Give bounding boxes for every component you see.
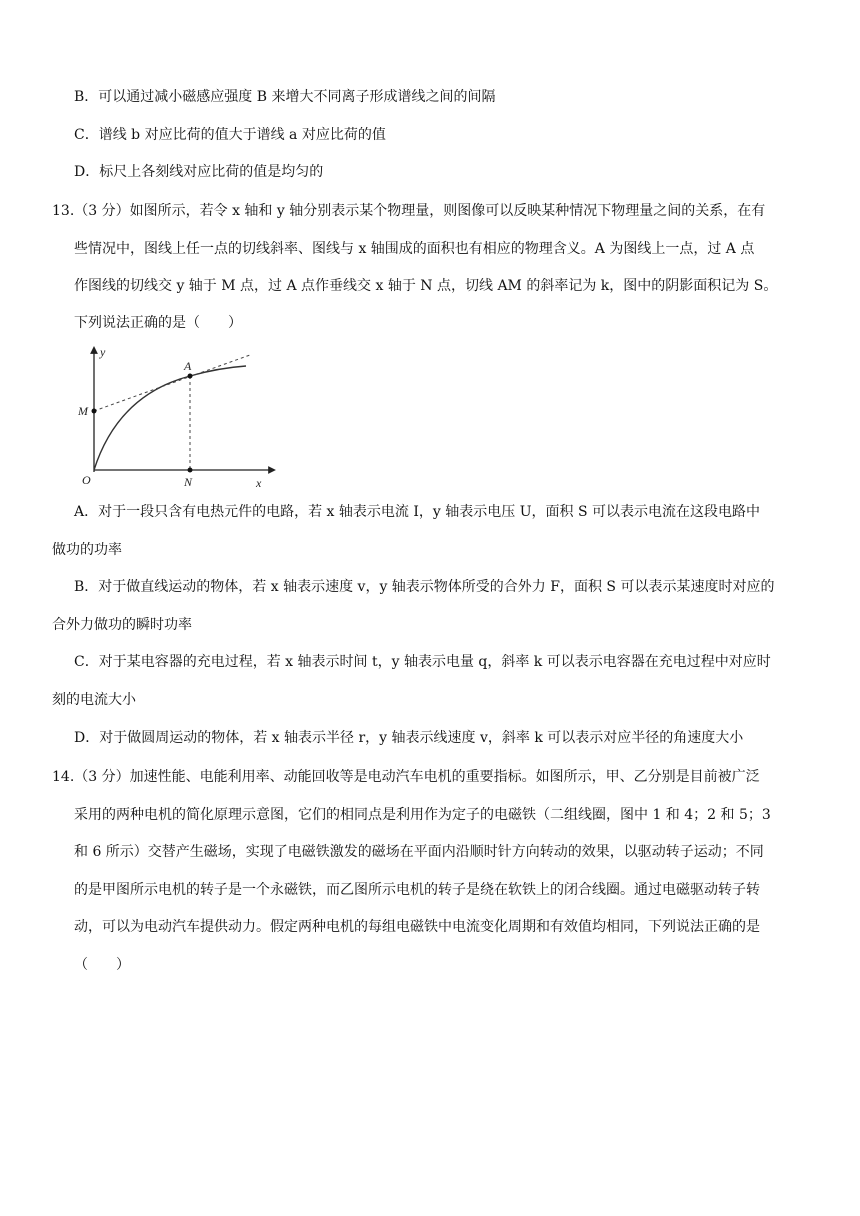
label-o: O	[82, 473, 91, 487]
point-a	[188, 374, 193, 379]
q13-graph-figure	[78, 340, 288, 490]
q13-stem-line-2: 些情况中，图线上任一点的切线斜率、图线与 x 轴围成的面积也有相应的物理含义。A 为图线上一点，过 A 点	[74, 241, 755, 257]
graph-curve	[94, 366, 246, 470]
q13-stem-line-1: 13.（3 分）如图所示，若令 x 轴和 y 轴分别表示某个物理量，则图像可以反映某种情况下物理量之间的关系，在有	[52, 203, 766, 219]
q13-option-a-line-1: A．对于一段只含有电热元件的电路，若 x 轴表示电流 I，y 轴表示电压 U，面积 S 可以表示电流在这段电路中	[74, 504, 760, 520]
q13-option-b-line-1: B．对于做直线运动的物体，若 x 轴表示速度 v，y 轴表示物体所受的合外力 F，面积 S 可以表示某速度时对应的	[74, 579, 775, 595]
q13-option-c-line-1: C．对于某电容器的充电过程，若 x 轴表示时间 t，y 轴表示电量 q，斜率 k 可以表示电容器在充电过程中对应时	[74, 654, 771, 670]
point-n	[188, 468, 193, 473]
q13-option-a-line-2: 做功的功率	[52, 542, 122, 558]
q13-stem-line-4: 下列说法正确的是（ ）	[74, 315, 242, 331]
q14-stem-line-2: 采用的两种电机的简化原理示意图，它们的相同点是利用作为定子的电磁铁（二组线圈，图中 1 和 4；2 和 5；3	[74, 807, 771, 823]
label-a: A	[184, 359, 192, 373]
q14-stem-line-3: 和 6 所示）交替产生磁场，实现了电磁铁激发的磁场在平面内沿顺时针方向转动的效果，以驱动转子运动；不同	[74, 844, 764, 860]
x-axis-label: x	[256, 476, 262, 490]
y-axis-label: y	[100, 345, 106, 359]
q12-option-d: D．标尺上各刻线对应比荷的值是均匀的	[74, 164, 324, 180]
q13-option-b-line-2: 合外力做功的瞬时功率	[52, 617, 192, 633]
q14-stem-line-1: 14.（3 分）加速性能、电能利用率、动能回收等是电动汽车电机的重要指标。如图所示，甲、乙分别是目前被广泛	[52, 769, 760, 785]
label-m: M	[78, 404, 88, 418]
q13-option-d: D．对于做圆周运动的物体，若 x 轴表示半径 r，y 轴表示线速度 v，斜率 k 可以表示对应半径的角速度大小	[74, 730, 744, 746]
q13-option-c-line-2: 刻的电流大小	[52, 692, 136, 708]
q12-option-c: C．谱线 b 对应比荷的值大于谱线 a 对应比荷的值	[74, 127, 386, 143]
q14-stem-line-6: （ ）	[74, 957, 130, 973]
tangent-line-am	[94, 355, 250, 411]
label-n: N	[184, 475, 193, 489]
q13-stem-line-3: 作图线的切线交 y 轴于 M 点，过 A 点作垂线交 x 轴于 N 点，切线 AM 的斜率记为 k，图中的阴影面积记为 S。	[74, 278, 778, 294]
point-m	[92, 409, 97, 414]
q14-stem-line-4: 的是甲图所示电机的转子是一个永磁铁，而乙图所示电机的转子是绕在软铁上的闭合线圈。通过电磁驱动转子转	[74, 882, 760, 898]
q12-option-b: B．可以通过减小磁感应强度 B 来增大不同离子形成谱线之间的间隔	[74, 89, 496, 105]
q14-stem-line-5: 动，可以为电动汽车提供动力。假定两种电机的每组电磁铁中电流变化周期和有效值均相同，下列说法正确的是	[74, 919, 760, 935]
